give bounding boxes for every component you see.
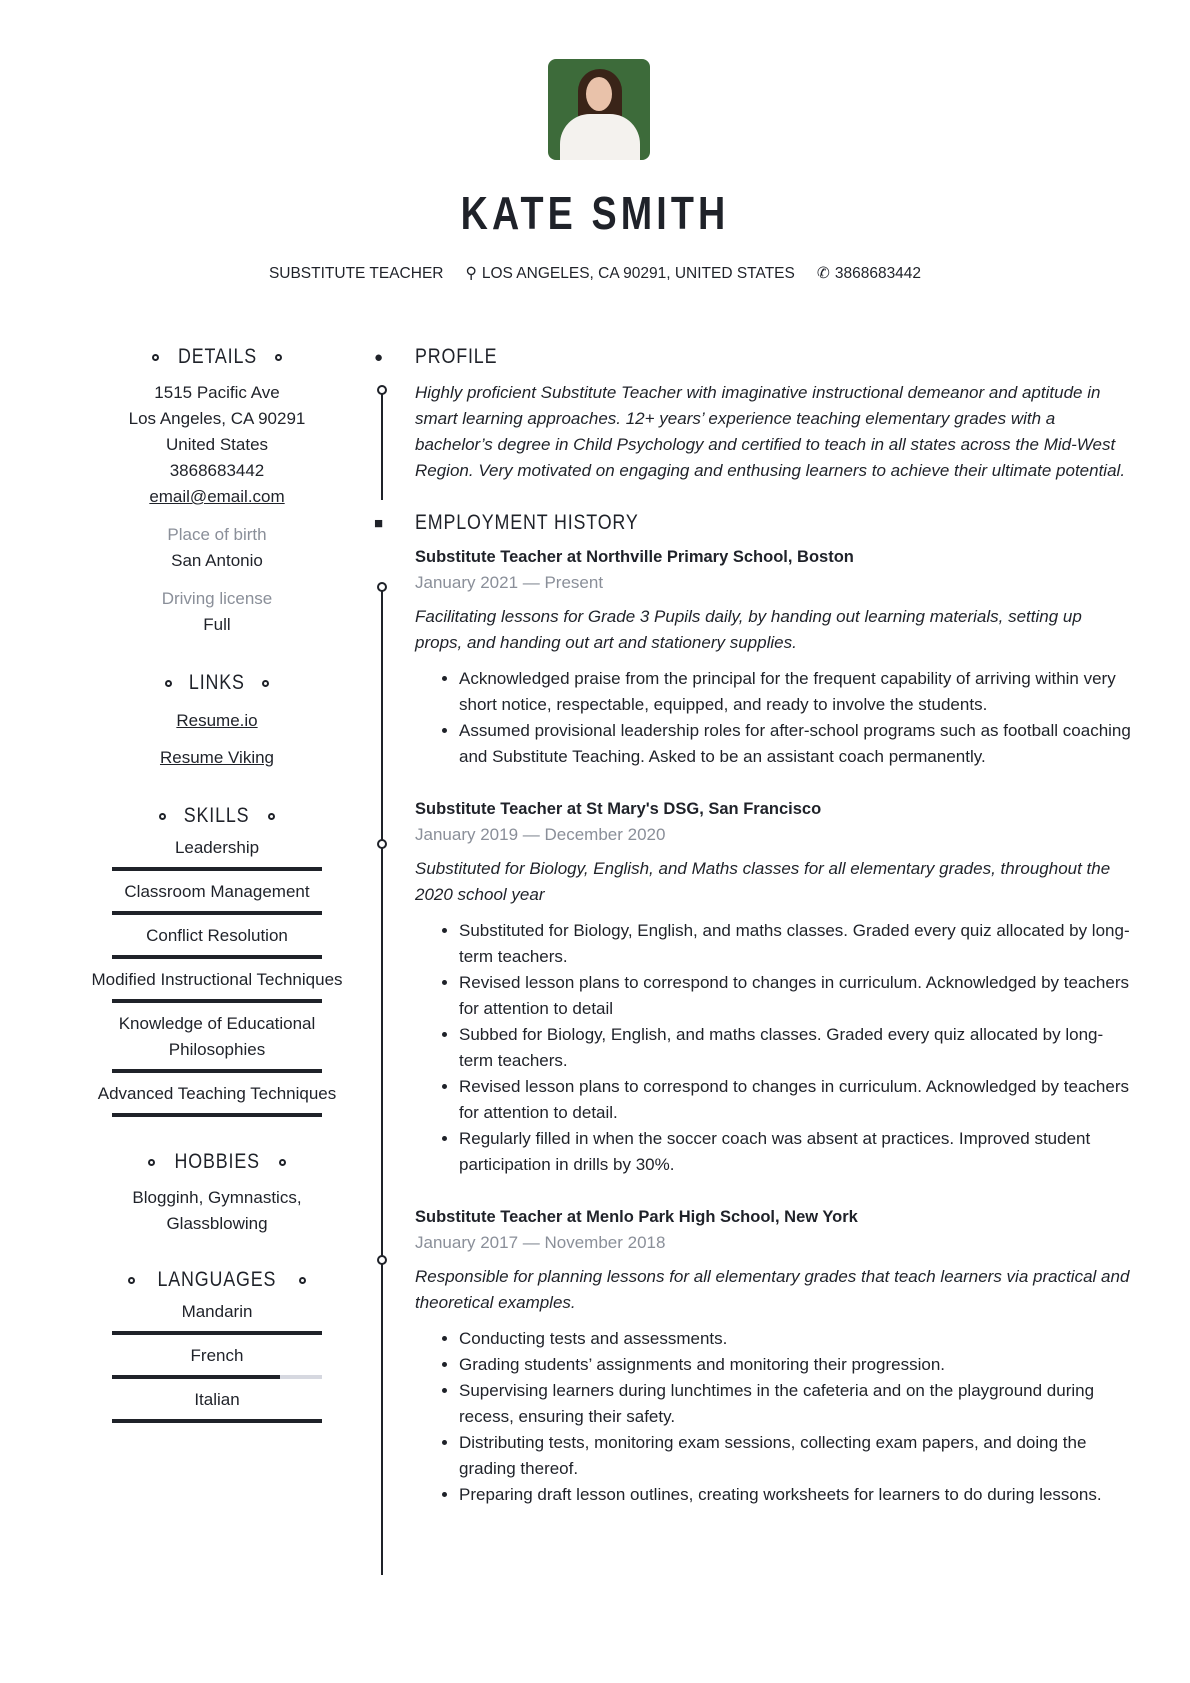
profile-heading: ● PROFILE — [374, 345, 498, 368]
job-entry: Substitute Teacher at Northville Primary School, Boston January 2021 — Present Facilitating lessons for Grade 3 Pupils daily, by handing out learning materials, setting up props, and handing out art and stationery supplies. • Acknowledged praise from the principal for the frequent capability of arriving within very short notice, respectable, equipped, and ready to involve the students. • Assumed provisional leadership roles for after-school programs such as football coaching and Substitute Teaching. Asked to be an assistant coach permanently. — [415, 544, 1132, 770]
location-pin-icon: ⚲ — [465, 265, 477, 282]
address-line: 1515 Pacific Ave — [154, 383, 280, 402]
skill-item: Advanced Teaching Techniques — [70, 1073, 364, 1117]
birth-value: San Antonio — [171, 551, 263, 570]
skill-item: Classroom Management — [70, 871, 364, 915]
link-resume-viking[interactable]: Resume Viking — [159, 748, 275, 767]
hobbies-heading: HOBBIES — [70, 1147, 364, 1177]
skill-item: Knowledge of Educational Philosophies — [70, 1003, 364, 1073]
skill-item: Conflict Resolution — [70, 915, 364, 959]
phone-detail: 3868683442 — [169, 461, 265, 480]
birth-label: Place of birth — [167, 525, 267, 544]
employment-heading: ■ EMPLOYMENT HISTORY — [374, 511, 639, 534]
license-label: Driving license — [161, 589, 273, 608]
job-entry: Substitute Teacher at Menlo Park High School, New York January 2017 — November 2018 Responsible for planning lessons for all elementary grades that teach learners via practical and theoretical examples. • Conducting tests and assessments. • Grading students’ assignments and monitoring their progression. • Supervising learners during lunchtimes in the cafeteria and on the playground during recess, ensuring their safety. • Distributing tests, monitoring exam sessions, collecting exam papers, and doing the grading thereof. • Preparing draft lesson outlines, creating worksheets for learners to do during lessons. — [415, 1204, 1132, 1508]
license-value: Full — [203, 615, 231, 634]
language-item: Mandarin — [70, 1295, 364, 1335]
job-title: SUBSTITUTE TEACHER — [268, 264, 444, 282]
skill-level-bar — [112, 1113, 322, 1117]
phone: 3868683442 — [834, 264, 922, 282]
header-subtitle — [0, 264, 1190, 283]
language-level-bar — [112, 1419, 322, 1423]
skill-item: Leadership — [70, 831, 364, 871]
language-level-bar — [112, 1331, 322, 1335]
skills-heading: SKILLS — [70, 801, 364, 831]
skill-item: Modified Instructional Techniques — [70, 959, 364, 1003]
location: LOS ANGELES, CA 90291, UNITED STATES — [481, 264, 795, 282]
sidebar — [70, 342, 364, 1423]
link-resume-io[interactable]: Resume.io — [176, 711, 258, 730]
details-heading: DETAILS — [70, 342, 364, 372]
languages-heading: LANGUAGES — [70, 1265, 364, 1295]
language-level-bar — [112, 1375, 322, 1379]
language-item: French — [70, 1335, 364, 1379]
person-icon: ● — [374, 348, 385, 366]
profile-text: Highly proficient Substitute Teacher with imaginative instructional demeanor and aptitude in smart learning approaches. 12+ years’ experience teaching elementary grades with a bachelor’s degree in Child Psychology and certified to teach in all states across the Mid-West Region. Very motivated on engaging and enthusing learners to achieve their ultimate potential. — [415, 383, 1126, 480]
address-line: Los Angeles, CA 90291 — [128, 409, 306, 428]
profile-photo — [548, 59, 650, 160]
address-line: United States — [165, 435, 269, 454]
hobbies-text: Blogginh, Gymnastics, Glassblowing — [132, 1188, 302, 1233]
email-link[interactable]: email@email.com — [149, 487, 285, 506]
main-content — [372, 342, 1132, 1508]
job-entry: Substitute Teacher at St Mary's DSG, San Francisco January 2019 — December 2020 Substituted for Biology, English, and Maths classes for all elementary grades, throughout the 2020 school year • Substituted for Biology, English, and maths classes. Graded every quiz allocated by long-term teachers. • Revised lesson plans to correspond to changes in curriculum. Acknowledged by teachers for attention to detail • Subbed for Biology, English, and maths classes. Graded every quiz allocated by long-term teachers. • Revised lesson plans to correspond to changes in curriculum. Acknowledged by teachers for attention to detail. • Regularly filled in when the soccer coach was absent at practices. Improved student participation in drills by 30%. — [415, 796, 1132, 1178]
links-heading: LINKS — [70, 668, 364, 698]
language-item: Italian — [70, 1379, 364, 1423]
briefcase-icon: ■ — [374, 514, 385, 532]
phone-icon: ✆ — [816, 265, 830, 282]
full-name: KATE SMITH — [460, 187, 730, 239]
